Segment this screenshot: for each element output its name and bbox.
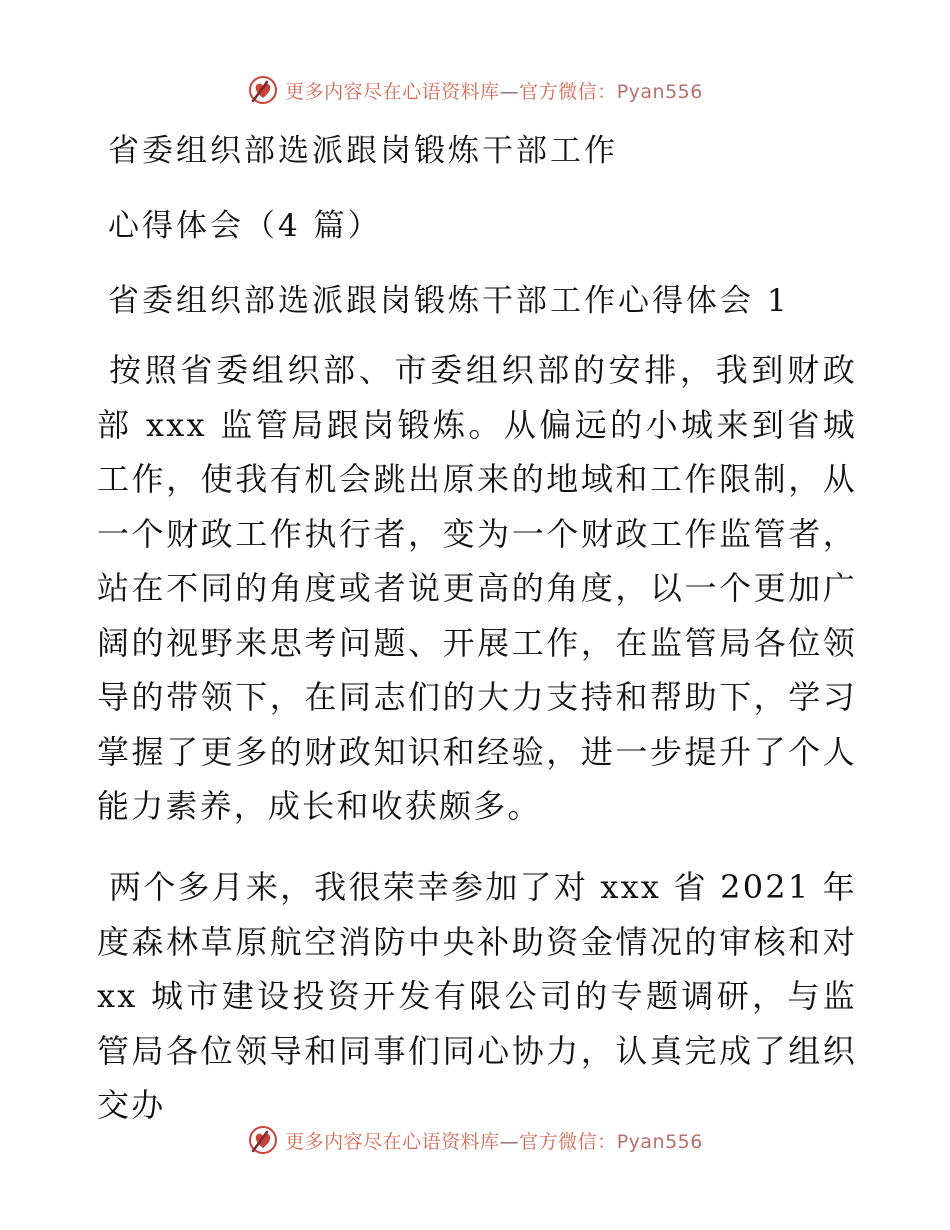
paragraph: 两个多月来，我很荣幸参加了对 xxx 省 2021 年度森林草原航空消防中央补助资金情况的审核和对 xx 城市建设投资开发有限公司的专题调研，与监管局各位领导和同事们同心协力，认真完成了组织交办 — [97, 868, 857, 1124]
watermark-main: 更多内容尽在心语资料库 — [285, 1130, 500, 1153]
watermark-footer — [0, 1120, 950, 1160]
watermark-label: 官方微信： — [519, 80, 617, 103]
watermark-text — [285, 1127, 703, 1154]
section-title: 省委组织部选派跟岗锻炼干部工作心得体会 1 — [108, 283, 790, 319]
watermark-text — [285, 77, 703, 104]
watermark-header — [0, 70, 950, 110]
watermark-main: 更多内容尽在心语资料库 — [285, 80, 500, 103]
watermark-dash: — — [499, 1130, 520, 1153]
heart-pen-logo-icon — [247, 74, 279, 106]
watermark-link[interactable] — [247, 74, 703, 106]
document-title-line2: 心得体会（4 篇） — [108, 208, 382, 244]
watermark-label: 官方微信： — [519, 1130, 617, 1153]
document-title-line1: 省委组织部选派跟岗锻炼干部工作 — [108, 133, 618, 169]
watermark-dash: — — [499, 80, 520, 103]
watermark-link[interactable] — [247, 1124, 703, 1156]
paragraph: 按照省委组织部、市委组织部的安排，我到财政部 xxx 监管局跟岗锻炼。从偏远的小城来到省城工作，使我有机会跳出原来的地域和工作限制，从一个财政工作执行者，变为一个财政工作监管者，站在不同的角度或者说更高的角度，以一个更加广阔的视野来思考问题、开展工作，在监管局各位领导的带领下，在同志们的大力支持和帮助下，学习掌握了更多的财政知识和经验，进一步提升了个人能力素养，成长和收获颇多。 — [97, 351, 857, 825]
watermark-id: Pyan556 — [616, 1130, 703, 1153]
heart-pen-logo-icon — [247, 1124, 279, 1156]
watermark-id: Pyan556 — [616, 80, 703, 103]
